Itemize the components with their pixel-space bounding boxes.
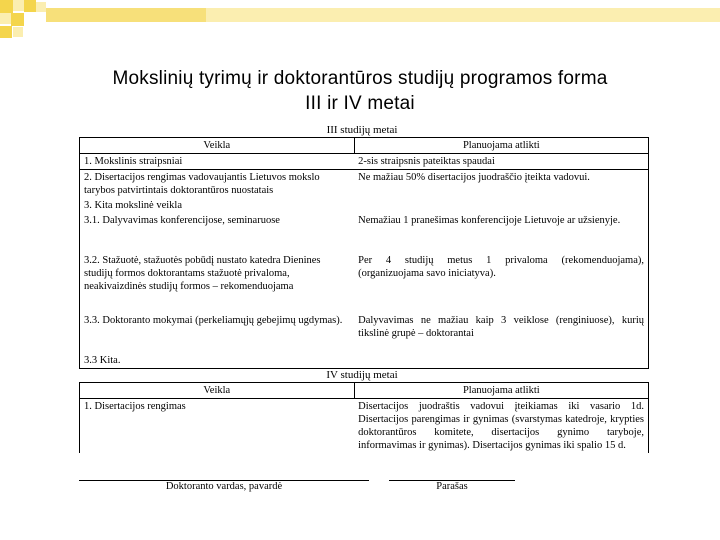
table-row [80, 213, 649, 253]
cell-activity: 1. Mokslinis straipsniai [80, 154, 355, 170]
cell-activity: 3.1. Dalyvavimas konferencijose, seminaruose [84, 215, 280, 226]
title-line-2: III ir IV metai [305, 93, 415, 114]
table-row [80, 399, 649, 454]
table-row [80, 313, 649, 353]
deco-square [24, 0, 36, 12]
deco-bar-dark [46, 8, 206, 22]
cell-activity: 1. Disertacijos rengimas [84, 401, 186, 412]
signature-name-label: Doktoranto vardas, pavardė [165, 481, 283, 492]
signature-sign-label: Parašas [436, 481, 468, 492]
table-row [80, 198, 649, 213]
table-row [80, 170, 649, 199]
deco-square [0, 0, 13, 13]
cell-planned: Nemažiau 1 pranešimas konferencijoje Lietuvoje ar užsienyje. [358, 215, 621, 226]
cell-planned [354, 198, 648, 213]
deco-square [11, 13, 24, 26]
col-header-activity: Veikla [80, 138, 355, 154]
section3-caption: III studijų metai [326, 124, 398, 136]
cell-planned: Per 4 studijų metus 1 privaloma (rekomenduojama), (organizuojama savo iniciatyva). [358, 255, 644, 279]
deco-square [13, 27, 23, 37]
section3-table [79, 137, 649, 369]
table-row [80, 154, 649, 170]
cell-planned: Dalyvavimas ne mažiau kaip 3 veiklose (renginiuose), kurių tikslinė grupė – doktorantai [358, 315, 644, 339]
decorative-squares [0, 0, 720, 50]
table-row [80, 353, 649, 369]
deco-square [36, 2, 46, 12]
cell-planned: 2-sis straipsnis pateiktas spaudai [354, 154, 648, 170]
table-row [80, 253, 649, 313]
slide-title [0, 66, 720, 116]
deco-square [0, 26, 12, 38]
title-line-1: Mokslinių tyrimų ir doktorantūros studijų programos forma [112, 68, 608, 89]
cell-planned [354, 353, 648, 369]
cell-planned: Disertacijos juodraštis vadovui įteikiamas iki vasario 1d. Disertacijos parengimas ir gynimas (svarstymas katedroje, krypties doktorantūros komitete, disertacijos gynimo taryboje, informavimas ir gynimas). Disertacijos gynimas iki spalio 15 d. [358, 401, 644, 451]
section4-caption: IV studijų metai [326, 369, 398, 381]
deco-square [0, 13, 11, 24]
col-header-activity: Veikla [80, 383, 355, 399]
cell-activity: 3. Kita mokslinė veikla [84, 200, 182, 211]
cell-planned: Ne mažiau 50% disertacijos juodraščio įteikta vadovui. [358, 172, 590, 183]
section4-table [79, 382, 649, 453]
deco-square [13, 0, 24, 11]
col-header-planned: Planuojama atlikti [354, 138, 648, 154]
cell-activity: 3.2. Stažuotė, stažuotės pobūdį nustato katedra Dienines studijų formos doktorantams stažuotė privaloma, neakivaizdinės studijų formos – rekomenduojama [84, 255, 321, 292]
table-header-row [80, 138, 649, 154]
cell-activity: 2. Disertacijos rengimas vadovaujantis Lietuvos mokslo tarybos patvirtintais doktorantūros nuostatais [84, 172, 320, 196]
cell-activity: 3.3. Doktoranto mokymai (perkeliamųjų gebejimų ugdymas). [84, 315, 343, 326]
cell-activity: 3.3 Kita. [84, 355, 121, 366]
table-header-row [80, 383, 649, 399]
col-header-planned: Planuojama atlikti [354, 383, 648, 399]
